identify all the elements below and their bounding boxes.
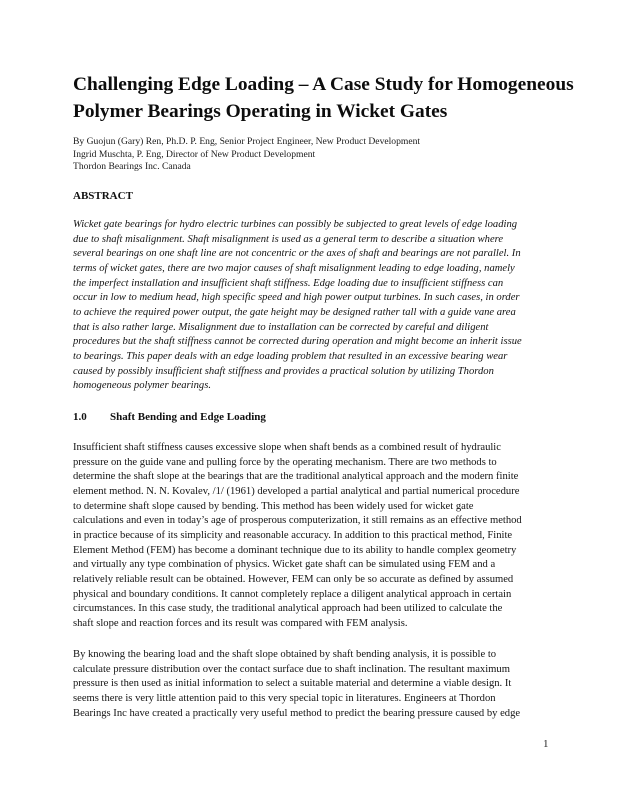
text-line: Wicket gate bearings for hydro electric turbines can possibly be subjected to great levels of edge loading [73,219,518,230]
text-line: to bearings. This paper deals with an edge loading problem that resulted in an excessive bearing wear [73,350,508,362]
section-number: 1.0 [73,411,87,423]
section-heading [73,411,266,423]
text-line: caused by possibly insufficient shaft stiffness and provides a practical solution by utilizing Thordon [73,365,494,377]
affiliation-line: Thordon Bearings Inc. Canada [73,161,191,173]
section-paragraph-2 [73,648,549,721]
text-line: relatively reliable result can be obtained. However, FEM can only be so accurate as defined by assumed [73,573,514,585]
abstract-body [73,218,549,394]
title-line: Challenging Edge Loading – A Case Study for Homogeneous [73,74,574,95]
text-line: due to shaft misalignment. Shaft misalignment is used as a general term to describe a situation where [73,233,504,245]
text-line: Insufficient shaft stiffness causes excessive slope when shaft bends as a combined result of hydraulic [73,442,501,453]
text-line: Bearings Inc have created a practically very useful method to predict the bearing pressure caused by edge [73,707,521,719]
author-block [73,136,420,174]
text-line: to achieve the required power output, the gate height may be designed rather tall with a guide vane area [73,306,516,318]
text-line: By knowing the bearing load and the shaft slope obtained by shaft bending analysis, it is possible to [73,649,497,660]
title-line: Polymer Bearings Operating in Wicket Gates [73,101,448,122]
text-line: procedures but the shaft stiffness cannot be corrected during operation and might become an inherit issue [73,336,522,348]
page-number: 1 [543,738,549,750]
author-line: By Guojun (Gary) Ren, Ph.D. P. Eng, Senior Project Engineer, New Product Development [73,136,421,147]
text-line: several bearings on one shaft line are not concentric or the axes of shaft and bearings are not parallel. In [73,248,521,260]
text-line: calculate pressure distribution over the contact surface due to shaft inclination. The resultant maximum [73,663,510,675]
document-title [73,71,573,125]
section-title: Shaft Bending and Edge Loading [110,411,266,423]
text-line: occur in low to medium head, high specific speed and high power output turbines. In such cases, in order [73,292,520,304]
text-line: calculations and even in today’s age of prosperous computerization, it still remains as an effective method [73,515,522,527]
text-line: the imperfect installation and insufficient shaft stiffness. Edge loading due to insufficient stiffness can [73,277,504,289]
author-line: Ingrid Muschta, P. Eng, Director of New Product Development [73,148,316,160]
text-line: to determine shaft slope caused by bending. This method has been widely used for wicket gate [73,500,474,512]
text-line: seems there is very little attention paid to this very special topic in literatures. Engineers at Thordon [73,692,496,704]
text-line: pressure is then used as initial information to select a suitable material and determine a viable design. It [73,678,512,690]
text-line: Element Method (FEM) has become a dominant technique due to its ability to handle complex geometry [73,544,517,556]
text-line: in practice because of its simplicity and reasonable accuracy. In addition to this practical method, Finite [73,529,513,541]
abstract-heading: ABSTRACT [73,190,133,202]
text-line: that is also rather large. Misalignment due to installation can be corrected by careful and diligent [73,321,489,333]
text-line: and virtually any type combination of physics. Wicket gate shaft can be simulated using FEM and a [73,559,496,571]
text-line: shaft slope and reaction forces and its result was compared with FEM analysis. [73,617,408,629]
text-line: homogeneous polymer bearings. [73,380,211,392]
text-line: element method. N. N. Kovalev, /1/ (1961) developed a partial analytical and partial numerical procedure [73,485,520,497]
text-line: determine the shaft slope at the bearings that are the traditional analytical approach and the modern finite [73,471,519,483]
text-line: terms of wicket gates, there are two major causes of shaft misalignment leading to edge loading, namely [73,262,515,274]
text-line: physical and boundary conditions. It cannot completely replace a diligent analytical approach in certain [73,588,512,600]
text-line: circumstances. In this case study, the traditional analytical approach had been utilized to calculate the [73,603,503,615]
section-paragraph-1 [73,441,549,632]
text-line: pressure on the guide vane and pulling force by the operating mechanism. There are two methods to [73,456,497,468]
